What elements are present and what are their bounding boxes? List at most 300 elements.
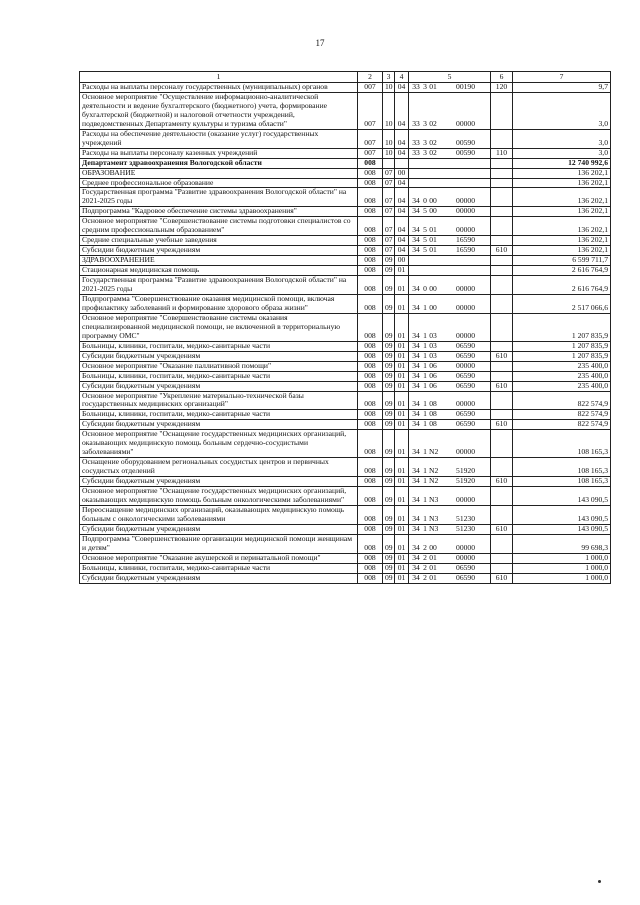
row-target-article: [409, 341, 491, 351]
row-amount: 136 202,1: [513, 246, 611, 256]
header-col-3: 3: [383, 72, 395, 83]
row-expense-type: 120: [491, 83, 513, 93]
row-amount: 108 165,3: [513, 430, 611, 458]
row-amount: 108 165,3: [513, 477, 611, 487]
row-amount: 1 000,0: [513, 553, 611, 563]
row-section: 09: [383, 458, 395, 477]
table-row: [80, 294, 611, 313]
row-amount: 143 090,5: [513, 524, 611, 534]
row-grbs: 008: [358, 505, 383, 524]
row-section: 09: [383, 487, 395, 506]
row-target-article: [409, 246, 491, 256]
target-article-part: 34: [412, 330, 420, 340]
row-grbs: 008: [358, 361, 383, 371]
target-article-part: 34: [412, 553, 420, 562]
target-article-part: 00000: [456, 284, 475, 294]
row-name: Расходы на выплаты персоналу государственных (муниципальных) органов: [80, 83, 358, 93]
row-section: 09: [383, 410, 395, 420]
row-expense-type: [491, 178, 513, 188]
row-grbs: 007: [358, 129, 383, 148]
row-subsection: 01: [395, 266, 409, 276]
target-article-part: N2: [429, 466, 439, 476]
row-amount: 822 574,9: [513, 410, 611, 420]
target-article-part: 51920: [456, 466, 475, 476]
row-name: Подпрограмма "Совершенствование организации медицинской помощи женщинам и детям": [80, 534, 358, 553]
row-target-article: [409, 129, 491, 148]
row-target-article: [409, 430, 491, 458]
row-name: Переоснащение медицинских организаций, оказывающих медицинскую помощь больным с онкологическими заболеваниями: [80, 505, 358, 524]
target-article-part: 3: [423, 82, 427, 91]
table-row: [80, 83, 611, 93]
row-grbs: 008: [358, 371, 383, 381]
row-expense-type: [491, 92, 513, 129]
row-amount: 136 202,1: [513, 217, 611, 236]
row-name: Оснащение оборудованием региональных сосудистых центров и первичных сосудистых отделений: [80, 458, 358, 477]
row-amount: 2 616 764,9: [513, 266, 611, 276]
row-expense-type: 110: [491, 148, 513, 158]
row-target-article: [409, 294, 491, 313]
target-article-part: 00000: [456, 542, 475, 552]
row-subsection: 04: [395, 92, 409, 129]
target-article-part: 34: [412, 419, 420, 429]
row-amount: 1 000,0: [513, 573, 611, 583]
target-article-part: 1: [423, 419, 427, 429]
row-name: Основное мероприятие "Осуществление информационно-аналитической деятельности и ведение бухгалтерского (бюджетного) учета, формирование бухгалтерской (бюджетной) и налоговой отчетности учреждений, подведомственных Департаменту культуры и туризма области": [80, 92, 358, 129]
row-name: Государственная программа "Развитие здравоохранения Вологодской области" на 2021-2025 годы: [80, 188, 358, 207]
row-subsection: 01: [395, 534, 409, 553]
row-section: 09: [383, 313, 395, 341]
target-article-part: 34: [412, 351, 420, 360]
row-subsection: 01: [395, 381, 409, 391]
row-section: 09: [383, 381, 395, 391]
table-row: [80, 256, 611, 266]
row-target-article: [409, 563, 491, 573]
table-row: [80, 129, 611, 148]
target-article-part: N3: [429, 513, 439, 523]
target-article-part: 3: [423, 148, 427, 157]
table-row: [80, 458, 611, 477]
row-amount: 136 202,1: [513, 168, 611, 178]
target-article-part: 1: [423, 447, 427, 457]
table-row: [80, 341, 611, 351]
row-expense-type: [491, 553, 513, 563]
row-name: Средние специальные учебные заведения: [80, 236, 358, 246]
target-article-part: 01: [429, 235, 437, 245]
row-name: Государственная программа "Развитие здравоохранения Вологодской области" на 2021-2025 годы: [80, 276, 358, 295]
row-section: 10: [383, 148, 395, 158]
row-target-article: [409, 207, 491, 217]
row-expense-type: 610: [491, 477, 513, 487]
row-section: 09: [383, 276, 395, 295]
row-grbs: 008: [358, 256, 383, 266]
row-target-article: [409, 351, 491, 361]
row-target-article: [409, 217, 491, 236]
target-article-part: 00000: [456, 399, 475, 409]
row-subsection: 01: [395, 276, 409, 295]
row-amount: 2 616 764,9: [513, 276, 611, 295]
row-amount: 6 599 711,7: [513, 256, 611, 266]
target-article-part: 51920: [456, 476, 475, 486]
row-target-article: [409, 148, 491, 158]
row-subsection: 04: [395, 246, 409, 256]
target-article-part: 34: [412, 573, 420, 582]
target-article-part: 00: [429, 542, 437, 552]
target-article-part: 3: [423, 118, 427, 128]
target-article-part: 3: [423, 137, 427, 147]
row-name: Больницы, клиники, госпитали, медико-санитарные части: [80, 341, 358, 351]
row-grbs: 008: [358, 458, 383, 477]
row-expense-type: [491, 188, 513, 207]
row-amount: 2 517 066,6: [513, 294, 611, 313]
row-section: 07: [383, 188, 395, 207]
target-article-part: 01: [429, 245, 437, 255]
target-article-part: 5: [423, 245, 427, 255]
target-article-part: N3: [429, 524, 439, 533]
table-row: [80, 505, 611, 524]
table-row: [80, 313, 611, 341]
row-name: Субсидии бюджетным учреждениям: [80, 381, 358, 391]
row-section: 09: [383, 524, 395, 534]
row-subsection: 04: [395, 129, 409, 148]
row-name: Основное мероприятие "Укрепление материально-технической базы государственных медицинских организаций": [80, 391, 358, 410]
row-expense-type: 610: [491, 420, 513, 430]
row-section: 10: [383, 129, 395, 148]
row-section: [383, 158, 395, 168]
table-row: [80, 158, 611, 168]
target-article-part: 02: [429, 137, 437, 147]
row-subsection: 04: [395, 236, 409, 246]
row-expense-type: [491, 217, 513, 236]
row-grbs: 008: [358, 563, 383, 573]
target-article-part: 0: [423, 196, 427, 206]
target-article-part: 00000: [456, 206, 475, 216]
target-article-part: 34: [412, 563, 420, 572]
target-article-part: 08: [429, 399, 437, 409]
row-subsection: 04: [395, 83, 409, 93]
row-name: Больницы, клиники, госпитали, медико-санитарные части: [80, 371, 358, 381]
row-amount: 99 698,3: [513, 534, 611, 553]
row-amount: 136 202,1: [513, 188, 611, 207]
row-expense-type: [491, 341, 513, 351]
target-article-part: 34: [412, 381, 420, 390]
target-article-part: 34: [412, 399, 420, 409]
table-row: [80, 430, 611, 458]
row-name: Больницы, клиники, госпитали, медико-санитарные части: [80, 563, 358, 573]
row-target-article: [409, 391, 491, 410]
row-expense-type: [491, 266, 513, 276]
row-target-article: [409, 158, 491, 168]
row-subsection: 01: [395, 505, 409, 524]
row-target-article: [409, 420, 491, 430]
target-article-part: 06590: [456, 573, 475, 582]
row-subsection: 01: [395, 430, 409, 458]
row-grbs: 008: [358, 207, 383, 217]
row-grbs: 008: [358, 188, 383, 207]
target-article-part: 1: [423, 361, 427, 370]
row-name: Субсидии бюджетным учреждениям: [80, 573, 358, 583]
target-article-part: 34: [412, 524, 420, 533]
row-section: 10: [383, 92, 395, 129]
row-subsection: 01: [395, 458, 409, 477]
row-expense-type: [491, 129, 513, 148]
row-expense-type: [491, 563, 513, 573]
row-expense-type: [491, 487, 513, 506]
row-name: Департамент здравоохранения Вологодской области: [80, 158, 358, 168]
row-expense-type: [491, 534, 513, 553]
target-article-part: 08: [429, 409, 437, 419]
row-target-article: [409, 458, 491, 477]
row-subsection: 04: [395, 217, 409, 236]
target-article-part: 00590: [456, 148, 475, 157]
target-article-part: 1: [423, 399, 427, 409]
row-name: Субсидии бюджетным учреждениям: [80, 477, 358, 487]
table-row: [80, 420, 611, 430]
row-expense-type: [491, 256, 513, 266]
target-article-part: 33: [412, 82, 420, 91]
row-expense-type: 610: [491, 381, 513, 391]
table-row: [80, 236, 611, 246]
target-article-part: N2: [429, 447, 439, 457]
page-number: 17: [315, 38, 325, 48]
row-grbs: 008: [358, 410, 383, 420]
table-row: [80, 477, 611, 487]
row-target-article: [409, 168, 491, 178]
target-article-part: 00000: [456, 553, 475, 562]
row-amount: 3,0: [513, 92, 611, 129]
row-grbs: 008: [358, 341, 383, 351]
row-section: 09: [383, 371, 395, 381]
target-article-part: 00000: [456, 225, 475, 235]
header-col-4: 4: [395, 72, 409, 83]
row-section: 07: [383, 207, 395, 217]
row-subsection: 04: [395, 178, 409, 188]
row-subsection: 01: [395, 487, 409, 506]
target-article-part: 5: [423, 225, 427, 235]
row-section: 07: [383, 217, 395, 236]
target-article-part: 34: [412, 466, 420, 476]
target-article-part: 06590: [456, 381, 475, 390]
table-row: [80, 573, 611, 583]
target-article-part: 51230: [456, 513, 475, 523]
row-target-article: [409, 505, 491, 524]
row-amount: 822 574,9: [513, 420, 611, 430]
header-col-5: 5: [409, 72, 491, 83]
table-row: [80, 168, 611, 178]
target-article-part: 34: [412, 361, 420, 370]
row-target-article: [409, 236, 491, 246]
target-article-part: 00000: [456, 361, 475, 370]
row-expense-type: [491, 294, 513, 313]
target-article-part: 01: [429, 563, 437, 572]
row-name: Основное мероприятие "Оказание акушерской и перинатальной помощи": [80, 553, 358, 563]
target-article-part: 00590: [456, 137, 475, 147]
header-col-7: 7: [513, 72, 611, 83]
scan-mark: [598, 880, 601, 883]
target-article-part: 06590: [456, 409, 475, 419]
table-row: [80, 534, 611, 553]
row-grbs: 008: [358, 178, 383, 188]
table-row: [80, 178, 611, 188]
row-grbs: 007: [358, 148, 383, 158]
row-subsection: 01: [395, 524, 409, 534]
row-grbs: 007: [358, 83, 383, 93]
row-name: Расходы на обеспечение деятельности (оказание услуг) государственных учреждений: [80, 129, 358, 148]
row-section: 09: [383, 563, 395, 573]
target-article-part: 2: [423, 563, 427, 572]
row-subsection: 04: [395, 148, 409, 158]
table-row: [80, 188, 611, 207]
target-article-part: 16590: [456, 245, 475, 255]
table-row: [80, 266, 611, 276]
target-article-part: 01: [429, 553, 437, 562]
row-amount: 143 090,5: [513, 487, 611, 506]
target-article-part: 34: [412, 196, 420, 206]
target-article-part: 1: [423, 371, 427, 380]
target-article-part: 01: [429, 225, 437, 235]
row-grbs: 008: [358, 553, 383, 563]
row-subsection: 01: [395, 410, 409, 420]
row-section: 09: [383, 430, 395, 458]
target-article-part: 1: [423, 330, 427, 340]
target-article-part: 5: [423, 206, 427, 216]
row-expense-type: [491, 361, 513, 371]
row-name: Основное мероприятие "Совершенствование системы подготовки специалистов со средним профессиональным образованием": [80, 217, 358, 236]
target-article-part: 0: [423, 284, 427, 294]
row-name: ЗДРАВООХРАНЕНИЕ: [80, 256, 358, 266]
table-row: [80, 207, 611, 217]
row-subsection: 01: [395, 371, 409, 381]
row-grbs: 008: [358, 266, 383, 276]
target-article-part: 01: [429, 573, 437, 582]
target-article-part: 34: [412, 542, 420, 552]
row-section: 09: [383, 266, 395, 276]
row-name: ОБРАЗОВАНИЕ: [80, 168, 358, 178]
target-article-part: 34: [412, 206, 420, 216]
table-row: [80, 524, 611, 534]
row-amount: 136 202,1: [513, 207, 611, 217]
target-article-part: 03: [429, 341, 437, 350]
row-subsection: 01: [395, 391, 409, 410]
row-grbs: 008: [358, 246, 383, 256]
row-subsection: 01: [395, 420, 409, 430]
row-section: 07: [383, 168, 395, 178]
row-name: Расходы на выплаты персоналу казенных учреждений: [80, 148, 358, 158]
row-name: Стационарная медицинская помощь: [80, 266, 358, 276]
target-article-part: 1: [423, 409, 427, 419]
row-target-article: [409, 83, 491, 93]
target-article-part: 34: [412, 371, 420, 380]
row-subsection: 01: [395, 361, 409, 371]
table-row: [80, 410, 611, 420]
row-target-article: [409, 524, 491, 534]
row-target-article: [409, 178, 491, 188]
target-article-part: 06: [429, 371, 437, 380]
row-target-article: [409, 477, 491, 487]
target-article-part: 00000: [456, 447, 475, 457]
row-amount: 1 207 835,9: [513, 313, 611, 341]
target-article-part: 34: [412, 284, 420, 294]
row-target-article: [409, 573, 491, 583]
target-article-part: 1: [423, 513, 427, 523]
target-article-part: 00000: [456, 494, 475, 504]
target-article-part: 03: [429, 351, 437, 360]
row-subsection: 01: [395, 563, 409, 573]
row-section: 09: [383, 505, 395, 524]
target-article-part: 00000: [456, 302, 475, 312]
table-row: [80, 361, 611, 371]
row-subsection: 01: [395, 313, 409, 341]
row-name: Основное мероприятие "Совершенствование системы оказания специализированной медицинской помощи, не включенной в территориальную программу ОМС": [80, 313, 358, 341]
target-article-part: 1: [423, 466, 427, 476]
target-article-part: 00: [429, 302, 437, 312]
row-section: 10: [383, 83, 395, 93]
row-section: 09: [383, 553, 395, 563]
target-article-part: 34: [412, 513, 420, 523]
target-article-part: 00: [429, 196, 437, 206]
target-article-part: 16590: [456, 235, 475, 245]
row-grbs: 008: [358, 524, 383, 534]
row-subsection: [395, 158, 409, 168]
target-article-part: 2: [423, 542, 427, 552]
row-grbs: 008: [358, 158, 383, 168]
target-article-part: 00190: [456, 82, 475, 91]
row-grbs: 008: [358, 294, 383, 313]
row-name: Подпрограмма "Кадровое обеспечение системы здравоохранения": [80, 207, 358, 217]
row-subsection: 01: [395, 294, 409, 313]
row-expense-type: [491, 236, 513, 246]
row-amount: 143 090,5: [513, 505, 611, 524]
row-grbs: 008: [358, 430, 383, 458]
row-grbs: 008: [358, 477, 383, 487]
row-grbs: 008: [358, 313, 383, 341]
target-article-part: 1: [423, 476, 427, 486]
row-subsection: 00: [395, 168, 409, 178]
row-amount: 136 202,1: [513, 178, 611, 188]
row-section: 07: [383, 236, 395, 246]
row-expense-type: 610: [491, 351, 513, 361]
row-grbs: 007: [358, 92, 383, 129]
target-article-part: 00000: [456, 196, 475, 206]
row-subsection: 04: [395, 188, 409, 207]
target-article-part: 00000: [456, 118, 475, 128]
row-target-article: [409, 410, 491, 420]
row-expense-type: 610: [491, 524, 513, 534]
row-grbs: 008: [358, 534, 383, 553]
target-article-part: 1: [423, 381, 427, 390]
target-article-part: 34: [412, 447, 420, 457]
row-amount: 12 740 992,6: [513, 158, 611, 168]
row-target-article: [409, 487, 491, 506]
target-article-part: 1: [423, 494, 427, 504]
table-row: [80, 391, 611, 410]
row-subsection: 01: [395, 341, 409, 351]
row-name: Субсидии бюджетным учреждениям: [80, 420, 358, 430]
row-subsection: 01: [395, 351, 409, 361]
row-subsection: 01: [395, 573, 409, 583]
row-grbs: 008: [358, 391, 383, 410]
target-article-part: 02: [429, 118, 437, 128]
row-section: 09: [383, 351, 395, 361]
table-row: [80, 246, 611, 256]
row-subsection: 00: [395, 256, 409, 266]
row-target-article: [409, 276, 491, 295]
row-target-article: [409, 92, 491, 129]
row-target-article: [409, 381, 491, 391]
target-article-part: 03: [429, 330, 437, 340]
target-article-part: 08: [429, 419, 437, 429]
table-row: [80, 217, 611, 236]
header-col-1: 1: [80, 72, 358, 83]
